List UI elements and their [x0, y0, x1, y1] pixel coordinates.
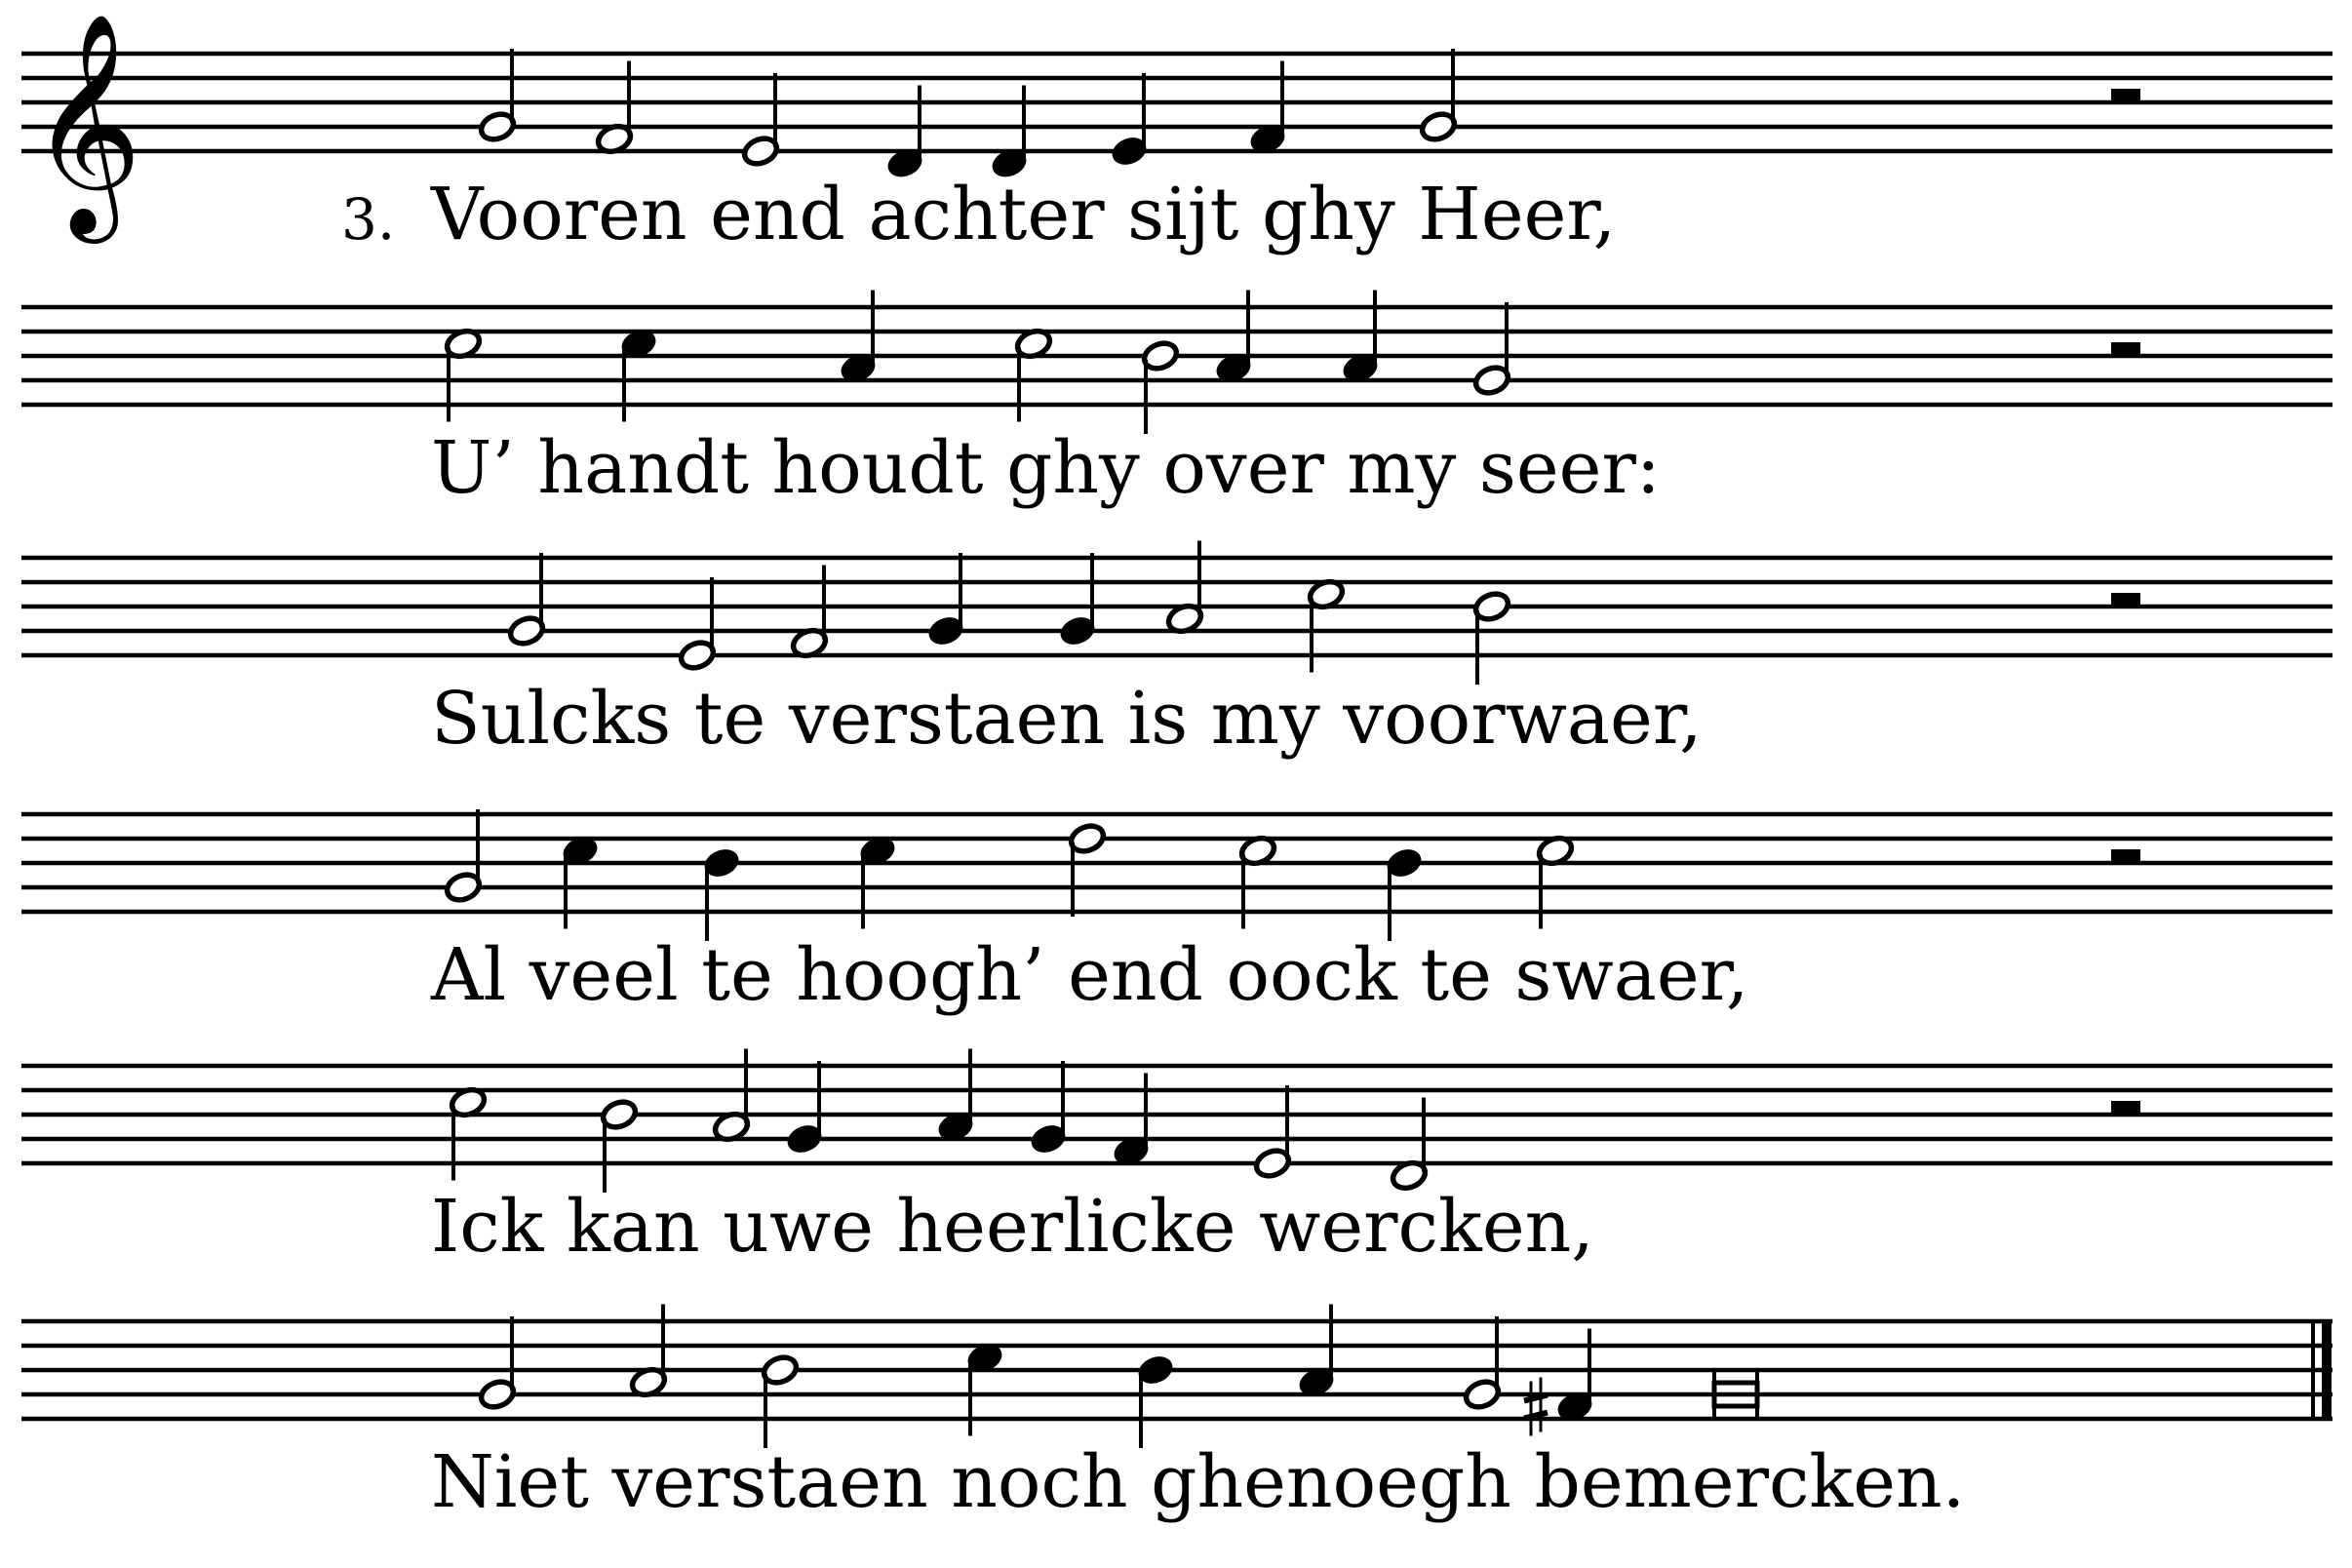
note [444, 327, 484, 421]
verse-number: 3. [341, 186, 396, 253]
lyric-line: Vooren end achter sijt ghy Heer, [431, 173, 1617, 256]
note [619, 327, 659, 421]
note [1297, 1305, 1337, 1399]
staff-system [21, 1305, 2332, 1525]
note [990, 86, 1030, 180]
note [785, 1061, 825, 1156]
note [444, 809, 484, 904]
note [790, 566, 830, 660]
note [595, 61, 635, 156]
note [1238, 834, 1278, 928]
note [561, 834, 601, 928]
note [629, 1305, 669, 1399]
note [926, 553, 966, 647]
note [478, 49, 518, 143]
note [1463, 1316, 1503, 1411]
note [478, 1316, 518, 1411]
note [1536, 834, 1576, 928]
half-rest [2111, 89, 2140, 102]
note [885, 86, 925, 180]
note [449, 1085, 489, 1180]
note [712, 1049, 752, 1144]
note [1472, 590, 1512, 685]
note [600, 1098, 640, 1193]
note [1472, 302, 1512, 397]
note [741, 73, 781, 168]
note [1248, 61, 1288, 156]
note [1390, 1098, 1430, 1193]
staff-system [21, 541, 2332, 762]
note [1068, 822, 1108, 917]
lyric-line: Al veel te hoogh’ end oock te swaer, [431, 933, 1749, 1017]
staff-system [21, 1049, 2332, 1270]
note [1029, 1061, 1069, 1156]
staff-system [21, 809, 2332, 1017]
note [1714, 1369, 1757, 1420]
note [965, 1341, 1005, 1435]
note [1307, 577, 1347, 672]
note [1136, 1353, 1176, 1448]
lyric-line: Niet verstaen noch ghenoegh bemercken. [431, 1440, 1966, 1524]
note [1341, 291, 1381, 385]
note [1253, 1085, 1293, 1180]
note [1110, 73, 1150, 168]
note [1058, 553, 1098, 647]
note [1141, 339, 1181, 434]
note [761, 1353, 801, 1448]
note [1014, 327, 1054, 421]
note [1112, 1074, 1152, 1168]
note [858, 834, 898, 928]
half-rest [2111, 1101, 2140, 1115]
note [702, 846, 742, 941]
half-rest [2111, 849, 2140, 863]
note [1214, 291, 1254, 385]
treble-clef: 𝄞 [29, 12, 142, 234]
lyric-line: Sulcks te verstaen is my voorwaer, [431, 677, 1703, 761]
note [507, 553, 547, 647]
note [678, 577, 718, 672]
lyric-line: U’ handt houdt ghy over my seer: [431, 426, 1661, 510]
staff-system [21, 291, 2332, 511]
sharp-sign [1524, 1378, 1548, 1436]
lyric-line: Ick kan uwe heerlicke wercken, [431, 1185, 1594, 1269]
note [1165, 541, 1205, 636]
note [839, 291, 879, 385]
note [1385, 846, 1425, 941]
staff-system [21, 12, 2332, 256]
note [936, 1049, 976, 1144]
half-rest [2111, 593, 2140, 607]
half-rest [2111, 342, 2140, 356]
note [1419, 49, 1459, 143]
